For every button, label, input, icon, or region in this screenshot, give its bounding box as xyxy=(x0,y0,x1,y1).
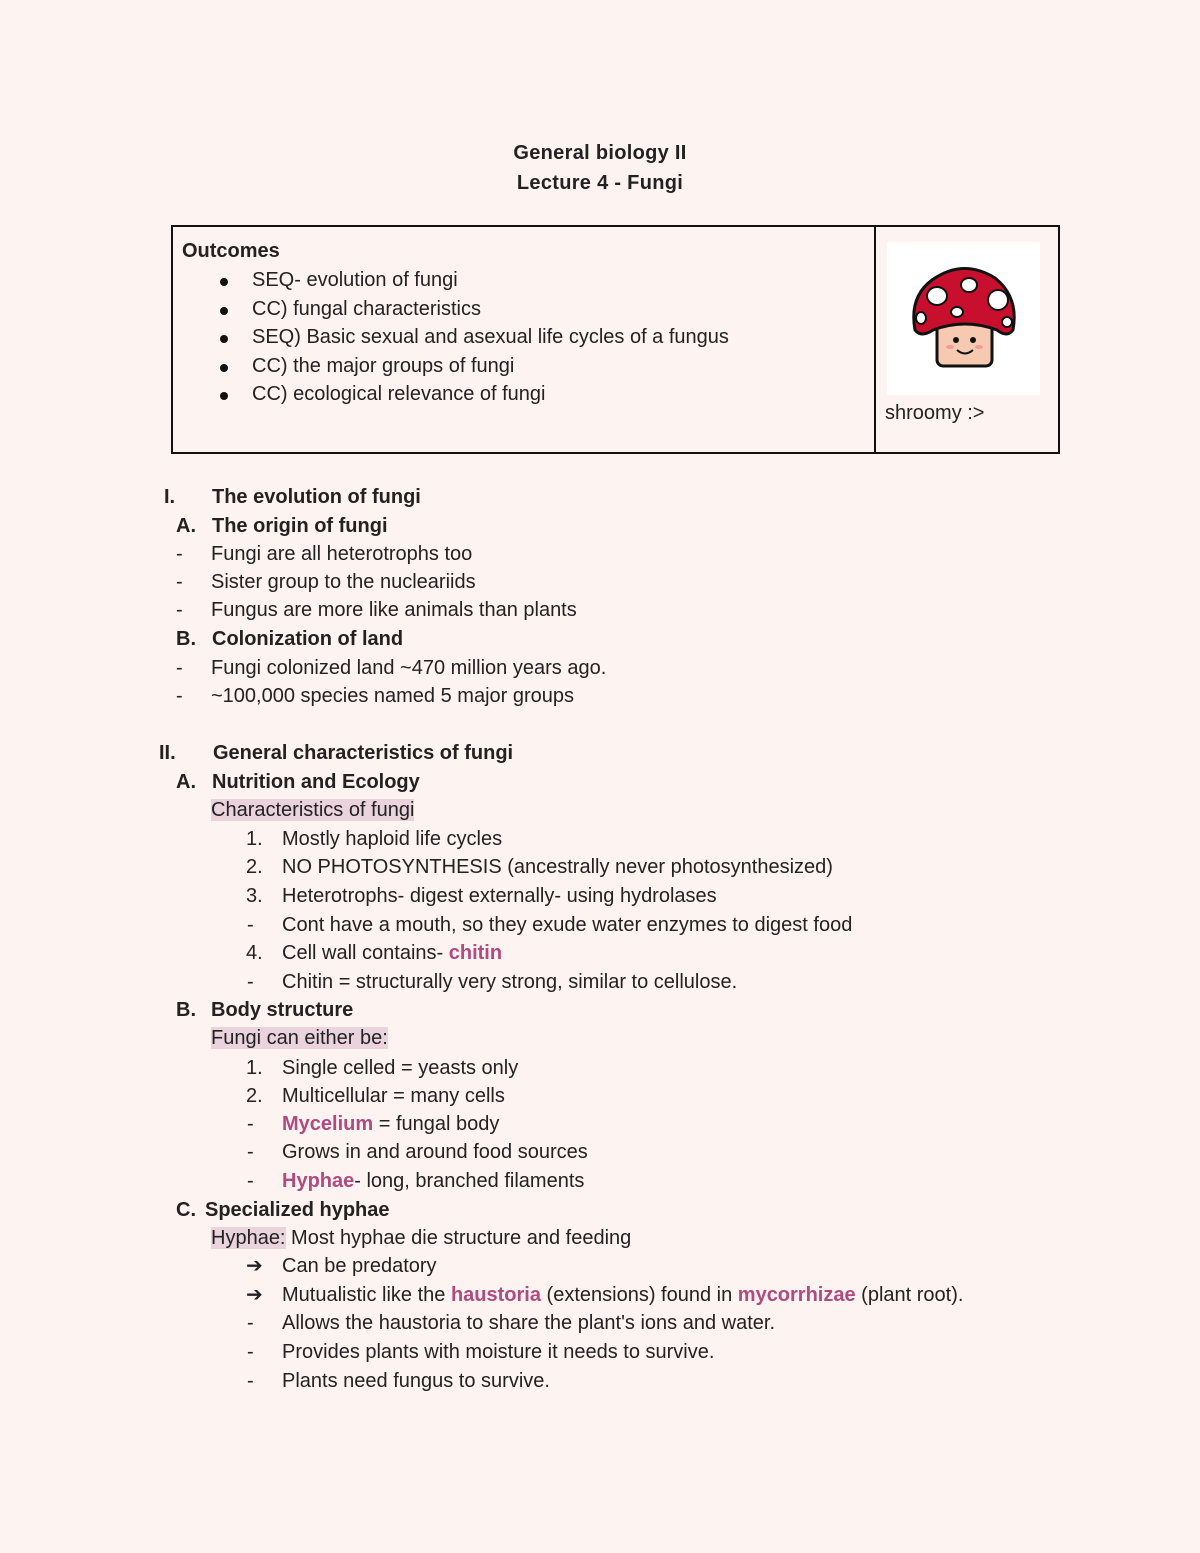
list-number: 2. xyxy=(246,1085,263,1107)
section-2a-label: A. xyxy=(176,771,196,793)
list-number: 1. xyxy=(246,1057,263,1079)
list-item: ~100,000 species named 5 major groups xyxy=(211,685,575,707)
key-term: Hyphae xyxy=(282,1170,355,1192)
dash-marker: - xyxy=(247,1370,254,1392)
highlighted-text: Hyphae: xyxy=(211,1227,286,1249)
list-item: Provides plants with moisture it needs to survive. xyxy=(282,1341,715,1363)
section-1a-label: A. xyxy=(176,515,196,537)
list-item: Grows in and around food sources xyxy=(282,1141,588,1163)
image-caption: shroomy :> xyxy=(885,402,985,424)
list-item: Mutualistic like the haustoria (extensions) found in mycorrhizae (plant root). xyxy=(282,1284,964,1306)
section-1-heading: The evolution of fungi xyxy=(212,486,421,508)
list-item: Fungus are more like animals than plants xyxy=(211,599,577,621)
list-item: Mycelium = fungal body xyxy=(282,1113,500,1135)
dash-marker: - xyxy=(176,571,183,593)
list-item: Fungi colonized land ~470 million years ago. xyxy=(211,657,607,679)
dash-marker: - xyxy=(247,1113,254,1135)
outcome-item: SEQ- evolution of fungi xyxy=(173,269,729,298)
section-2-number: II. xyxy=(159,742,176,764)
bullet-icon xyxy=(220,335,228,343)
list-item: Chitin = structurally very strong, similar to cellulose. xyxy=(282,971,738,993)
highlighted-text: Characteristics of fungi xyxy=(211,799,415,821)
mushroom-image xyxy=(887,242,1040,395)
list-item: Hyphae- long, branched filaments xyxy=(282,1170,585,1192)
arrow-icon: ➔ xyxy=(246,1284,263,1306)
bullet-icon xyxy=(220,392,228,400)
list-item: Single celled = yeasts only xyxy=(282,1057,519,1079)
list-item: Cell wall contains- chitin xyxy=(282,942,503,964)
list-item: Cont have a mouth, so they exude water enzymes to digest food xyxy=(282,914,853,936)
bullet-icon xyxy=(220,364,228,372)
dash-marker: - xyxy=(176,599,183,621)
dash-marker: - xyxy=(176,685,183,707)
outcomes-cell xyxy=(173,227,876,452)
dash-marker: - xyxy=(176,657,183,679)
page-title: General biology II xyxy=(513,142,687,164)
dash-marker: - xyxy=(247,1141,254,1163)
list-number: 4. xyxy=(246,942,263,964)
list-item: Heterotrophs- digest externally- using hydrolases xyxy=(282,885,717,907)
list-item: Fungi are all heterotrophs too xyxy=(211,543,473,565)
list-item: Allows the haustoria to share the plant's ions and water. xyxy=(282,1312,775,1334)
mushroom-icon xyxy=(887,242,1040,395)
dash-marker: - xyxy=(247,1312,254,1334)
section-2c-label: C. xyxy=(176,1199,196,1221)
bullet-icon xyxy=(220,307,228,315)
dash-marker: - xyxy=(176,543,183,565)
outcome-item: CC) the major groups of fungi xyxy=(173,355,729,384)
section-2-heading: General characteristics of fungi xyxy=(213,742,514,764)
highlighted-text: Fungi can either be: xyxy=(211,1027,388,1049)
list-item: Sister group to the nucleariids xyxy=(211,571,476,593)
outcome-item: CC) fungal characteristics xyxy=(173,298,729,327)
arrow-icon: ➔ xyxy=(246,1255,263,1277)
bullet-icon xyxy=(220,278,228,286)
outcome-item: SEQ) Basic sexual and asexual life cycles of a fungus xyxy=(173,326,729,355)
list-item: Multicellular = many cells xyxy=(282,1085,505,1107)
key-term: mycorrhizae xyxy=(737,1284,856,1306)
list-item: Mostly haploid life cycles xyxy=(282,828,503,850)
section-1b-heading: Colonization of land xyxy=(212,628,404,650)
outcome-item: CC) ecological relevance of fungi xyxy=(173,383,729,412)
dash-marker: - xyxy=(247,914,254,936)
list-item: Hyphae: Most hyphae die structure and feeding xyxy=(211,1227,632,1249)
list-item: Can be predatory xyxy=(282,1255,437,1277)
section-1-number: I. xyxy=(164,486,176,508)
dash-marker: - xyxy=(247,1341,254,1363)
section-2c-heading: Specialized hyphae xyxy=(205,1199,390,1221)
list-item: NO PHOTOSYNTHESIS (ancestrally never photosynthesized) xyxy=(282,856,833,878)
key-term: Mycelium xyxy=(282,1113,374,1135)
section-1a-heading: The origin of fungi xyxy=(212,515,388,537)
dash-marker: - xyxy=(247,1170,254,1192)
outcomes-heading: Outcomes xyxy=(182,240,280,262)
section-2a-heading: Nutrition and Ecology xyxy=(212,771,420,793)
key-term: chitin xyxy=(448,942,503,964)
outcomes-table xyxy=(171,225,1060,454)
list-number: 1. xyxy=(246,828,263,850)
list-number: 2. xyxy=(246,856,263,878)
dash-marker: - xyxy=(247,971,254,993)
section-2b-heading: Body structure xyxy=(211,999,354,1021)
list-number: 3. xyxy=(246,885,263,907)
key-term: haustoria xyxy=(450,1284,541,1306)
section-1b-label: B. xyxy=(176,628,196,650)
section-2b-label: B. xyxy=(176,999,196,1021)
page-subtitle: Lecture 4 - Fungi xyxy=(516,172,684,194)
outcomes-list xyxy=(173,269,729,412)
list-item: Plants need fungus to survive. xyxy=(282,1370,550,1392)
